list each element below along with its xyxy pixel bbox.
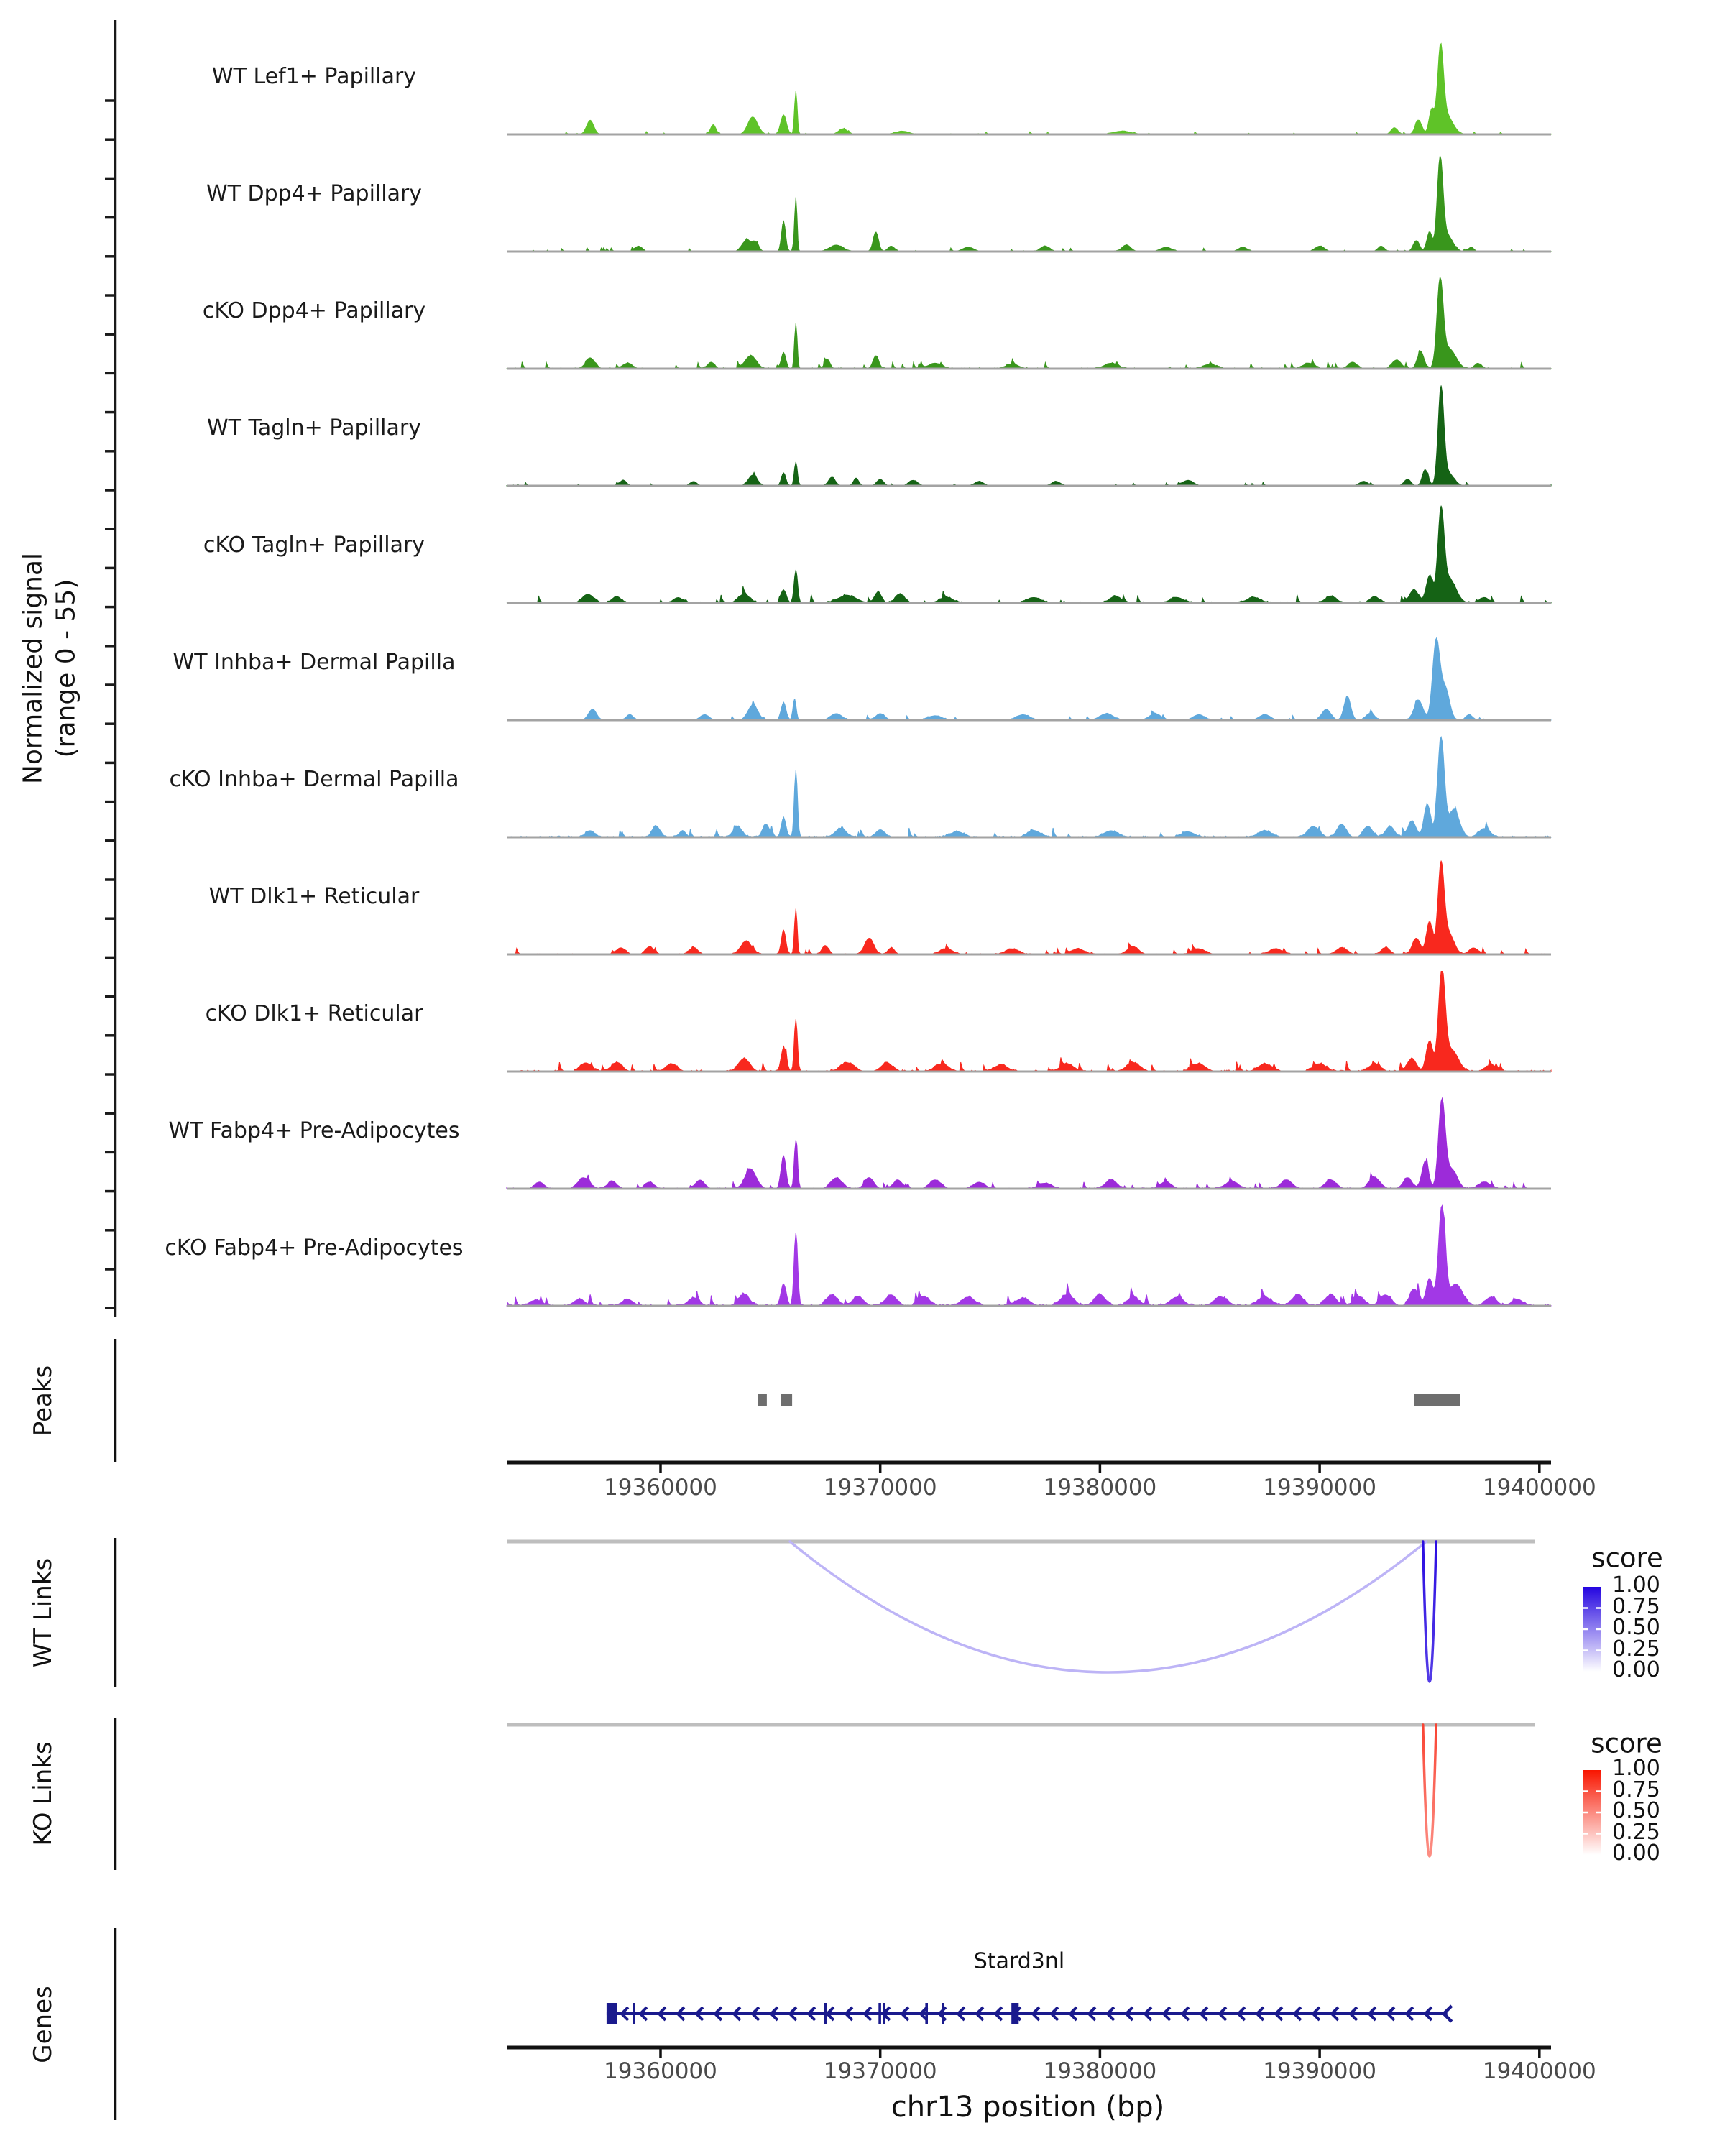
genes-tick-label-3: 19390000 [1263,2058,1376,2084]
genes-tick-label-0: 19360000 [604,2058,717,2084]
peaks-tick-label-4: 19400000 [1482,1475,1596,1501]
exon-thin-0 [632,2003,635,2024]
wtLegend-value-2: 0.50 [1612,1615,1660,1640]
track-label-2: WT Dpp4+ Papillary [206,181,423,206]
genes-tick-label-2: 19380000 [1043,2058,1157,2084]
koLegend-value-4: 0.00 [1612,1841,1660,1866]
y-axis-label-line2: (range 0 - 55) [51,579,81,758]
koLegend-value-1: 0.75 [1612,1777,1660,1802]
peak-interval-0 [758,1394,767,1406]
section-label-wt-links: WT Links [29,1557,58,1668]
track-label-4: WT Tagln+ Papillary [207,415,421,441]
x-axis-title: chr13 position (bp) [891,2091,1165,2124]
track-label-9: cKO Dlk1+ Reticular [205,1001,423,1026]
wtLegend-value-1: 0.75 [1612,1593,1660,1619]
coverage-track-5 [507,506,1551,603]
wtLegend-value-3: 0.25 [1612,1636,1660,1662]
exon-thin-5 [942,2003,944,2024]
coverage-track-8 [507,861,1551,954]
gene-end-arrow-icon [1444,2006,1452,2022]
coverage-track-2 [507,156,1551,252]
peak-interval-2 [1414,1394,1460,1406]
wt-link-arc-high [1423,1542,1436,1682]
koLegend-value-2: 0.50 [1612,1798,1660,1823]
coverage-track-9 [507,972,1551,1072]
track-label-3: cKO Dpp4+ Papillary [202,298,426,323]
genes-tick-label-1: 19370000 [823,2058,937,2084]
section-label-peaks: Peaks [29,1365,58,1437]
track-label-5: cKO Tagln+ Papillary [203,533,426,558]
coverage-track-3 [507,277,1551,369]
peaks-tick-label-2: 19380000 [1043,1475,1157,1501]
track-label-11: cKO Fabp4+ Pre-Adipocytes [165,1235,464,1261]
wtLegend-value-0: 1.00 [1612,1572,1660,1598]
track-label-7: cKO Inhba+ Dermal Papilla [169,767,459,792]
track-label-8: WT Dlk1+ Reticular [208,884,420,909]
peaks-tick-label-1: 19370000 [823,1475,937,1501]
y-axis-label-line1: Normalized signal [18,552,48,785]
coverage-track-11 [507,1206,1551,1307]
koLegend-value-0: 1.00 [1612,1756,1660,1781]
exon-thin-4 [925,2003,928,2024]
genes-tick-label-4: 19400000 [1482,2058,1596,2084]
peak-interval-1 [781,1394,792,1406]
exon-thin-3 [883,2003,886,2024]
section-label-ko-links: KO Links [29,1741,58,1846]
coverage-track-1 [507,44,1551,134]
exon-thin-1 [824,2003,827,2024]
coverage-track-4 [507,386,1551,487]
track-label-10: WT Fabp4+ Pre-Adipocytes [168,1118,460,1143]
peaks-tick-label-3: 19390000 [1263,1475,1376,1501]
track-label-1: WT Lef1+ Papillary [211,64,417,89]
coverage-track-10 [507,1098,1551,1189]
coverage-track-6 [507,637,1551,720]
wt-link-arc-low [790,1542,1426,1672]
coverage-track-7 [507,737,1551,838]
gene-name-label: Stard3nl [973,1948,1065,1974]
wtLegend-value-4: 0.00 [1612,1657,1660,1682]
exon-block-1 [1011,2003,1018,2024]
exon-thin-2 [878,2003,881,2024]
section-label-genes: Genes [29,1986,58,2063]
peaks-tick-label-0: 19360000 [604,1475,717,1501]
wt-links-legend-title: score [1591,1542,1663,1574]
koLegend-value-3: 0.25 [1612,1819,1660,1845]
track-label-6: WT Inhba+ Dermal Papilla [172,650,456,675]
ko-link-arc [1423,1725,1436,1856]
exon-block-0 [607,2003,617,2024]
ko-links-legend-title: score [1591,1728,1662,1759]
